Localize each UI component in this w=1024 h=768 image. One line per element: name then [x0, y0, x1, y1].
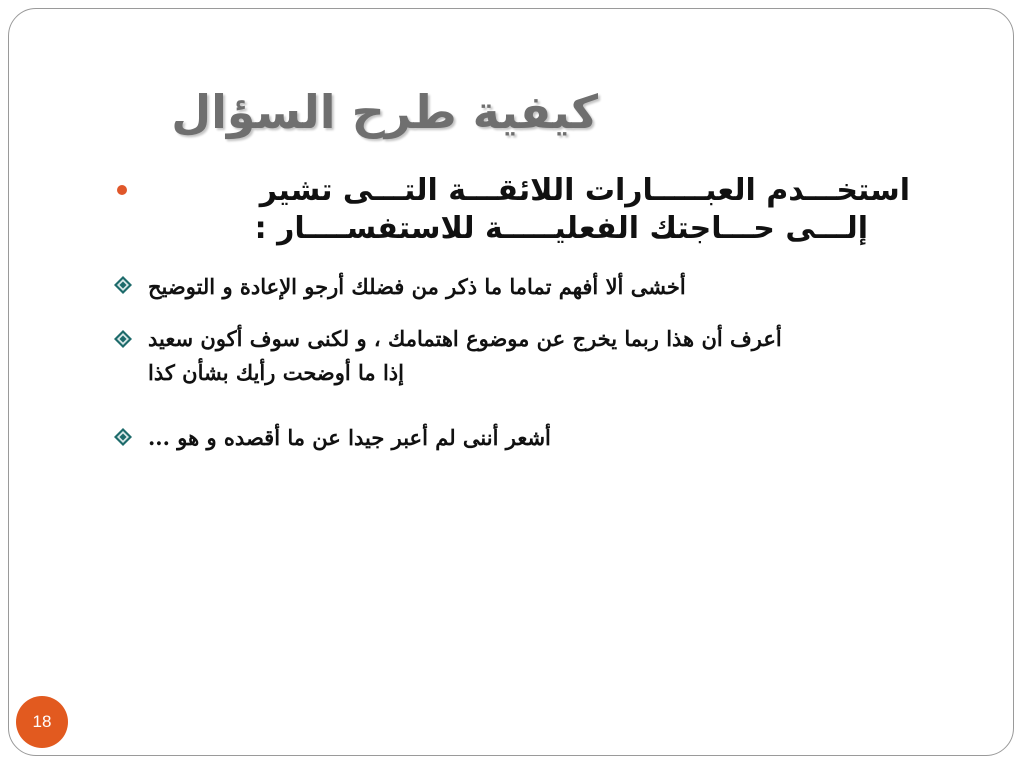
- sub-bullet-item-3-line-1: أشعر أننى لم أعبر جيدا عن ما أقصده و هو ...: [148, 425, 551, 450]
- page-number-badge: 18: [16, 696, 68, 748]
- teal-diamond-icon: [114, 330, 132, 348]
- sub-bullet-item-2: [148, 322, 954, 390]
- sub-bullet-item-3: [148, 421, 644, 455]
- teal-diamond-icon: [114, 428, 132, 446]
- orange-dot-icon: [117, 185, 127, 195]
- main-bullet-line-2: إلـــى حـــاجتك الفعليـــــة للاستفســــار :: [254, 211, 868, 246]
- main-bullet-line-1: استخـــدم العبـــــارات اللائقـــة التـــى تشير: [259, 173, 910, 208]
- sub-bullet-item-1: [148, 270, 838, 304]
- sub-bullet-item-2-line-2: إذا ما أوضحت رأيك بشأن كذا: [148, 360, 404, 385]
- main-bullet-text: [148, 172, 910, 248]
- sub-bullet-item-1-line-1: أخشى ألا أفهم تماما ما ذكر من فضلك أرجو الإعادة و التوضيح: [148, 274, 686, 299]
- teal-diamond-icon: [114, 276, 132, 294]
- sub-bullet-item-2-line-1: أعرف أن هذا ربما يخرج عن موضوع اهتمامك ، و لكنى سوف أكون سعيد: [148, 326, 782, 351]
- slide-title: كيفية طرح السؤال: [171, 85, 598, 139]
